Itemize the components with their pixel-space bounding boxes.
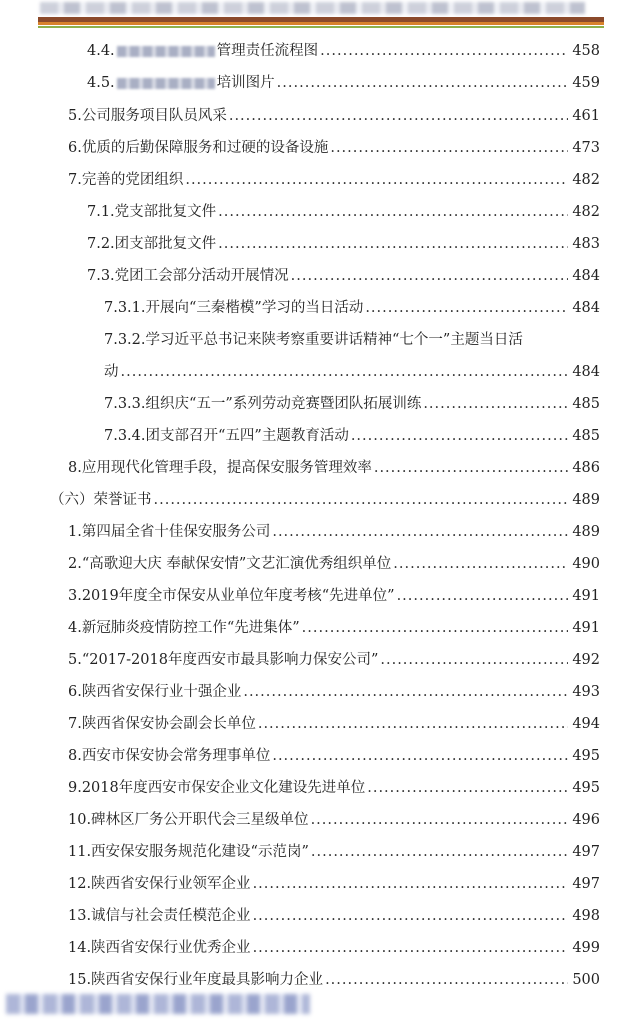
redacted-text: [117, 78, 215, 89]
toc-entry-title: 11.西安保安服务规范化建设“示范岗”: [68, 844, 309, 860]
toc-entry-title: 13.诚信与社会责任模范企业: [68, 908, 251, 924]
header-rule-orange: [38, 22, 604, 25]
toc-leader-dots: [311, 842, 568, 862]
toc-entry[interactable]: [87, 41, 600, 61]
toc-entry[interactable]: [68, 618, 600, 638]
toc-entry-title: 5.公司服务项目队员风采: [68, 108, 227, 124]
toc-page-number: 496: [572, 812, 600, 828]
toc-page-number: 484: [572, 268, 600, 284]
toc-page-number: 483: [572, 236, 600, 252]
toc-leader-dots: [277, 73, 568, 93]
toc-entry-title: 7.1.党支部批复文件: [87, 204, 217, 220]
toc-entry[interactable]: [68, 522, 600, 542]
toc-entry-title: 10.碑林区厂务公开职代会三星级单位: [68, 812, 309, 828]
toc-entry-title: 7.陕西省保安协会副会长单位: [68, 716, 256, 732]
toc-entry-title: 7.2.团支部批复文件: [87, 236, 217, 252]
toc-leader-dots: [218, 234, 568, 254]
toc-page-number: 486: [572, 460, 600, 476]
toc-page-number: 490: [572, 556, 600, 572]
toc-entry[interactable]: [68, 138, 600, 158]
toc-entry[interactable]: [68, 906, 600, 926]
toc-leader-dots: [243, 682, 568, 702]
toc-entry-title: 培训图片: [216, 75, 275, 91]
toc-entry-title: 2.“高歌迎大庆 奉献保安情”文艺汇演优秀组织单位: [68, 556, 392, 572]
toc-page-number: 484: [572, 364, 600, 380]
toc-entry-title: 7.完善的党团组织: [68, 172, 184, 188]
toc-entry-title: 9.2018年度西安市保安企业文化建设先进单位: [68, 780, 366, 796]
toc-entry-title: 7.3.3.组织庆“五一”系列劳动竞赛暨团队拓展训练: [104, 396, 422, 412]
toc-page-number: 489: [572, 524, 600, 540]
toc-entry-title: 6.陕西省安保行业十强企业: [68, 684, 242, 700]
toc-entry[interactable]: [104, 394, 600, 414]
toc-leader-dots: [320, 41, 568, 61]
toc-entry-title-line1[interactable]: 7.3.2.学习近平总书记来陕考察重要讲话精神“七个一”主题当日活: [104, 332, 523, 348]
header-redacted-title: [40, 2, 585, 14]
toc-page-number: 484: [572, 300, 600, 316]
toc-leader-dots: [253, 874, 568, 894]
toc-leader-dots: [325, 970, 568, 990]
toc-leader-dots: [393, 554, 568, 574]
toc-leader-dots: [272, 746, 568, 766]
toc-entry-number: 4.4.: [87, 43, 115, 59]
toc-page-number: 461: [572, 108, 600, 124]
toc-leader-dots: [367, 778, 568, 798]
toc-page-number: 485: [572, 396, 600, 412]
toc-page-number: 459: [572, 75, 600, 91]
toc-entry[interactable]: [68, 938, 600, 958]
toc-leader-dots: [229, 106, 568, 126]
toc-entry[interactable]: [68, 458, 600, 478]
toc-entry-title: 管理责任流程图: [216, 43, 319, 59]
toc-entry[interactable]: [87, 202, 600, 222]
toc-leader-dots: [302, 618, 568, 638]
toc-page-number: 491: [572, 588, 600, 604]
toc-entry-title: 5.“2017-2018年度西安市最具影响力保安公司”: [68, 652, 379, 668]
toc-leader-dots: [253, 938, 568, 958]
toc-page-number: 491: [572, 620, 600, 636]
toc-entry-title: 7.3.4.团支部召开“五四”主题教育活动: [104, 428, 349, 444]
toc-entry[interactable]: [68, 842, 600, 862]
toc-page-number: 495: [572, 780, 600, 796]
toc-leader-dots: [272, 522, 568, 542]
toc-entry[interactable]: [68, 106, 600, 126]
toc-leader-dots: [185, 170, 568, 190]
toc-entry-title: 8.西安市保安协会常务理事单位: [68, 748, 271, 764]
toc-entry-title: 14.陕西省安保行业优秀企业: [68, 940, 251, 956]
toc-section-title: （六）荣誉证书: [50, 492, 152, 508]
toc-entry-title: 1.第四届全省十佳保安服务公司: [68, 524, 271, 540]
toc-entry[interactable]: [68, 874, 600, 894]
toc-entry[interactable]: [87, 73, 600, 93]
toc-page-number: 495: [572, 748, 600, 764]
toc-entry-title: 3.2019年度全市保安从业单位年度考核“先进单位”: [68, 588, 395, 604]
toc-entry[interactable]: [104, 298, 600, 318]
toc-entry[interactable]: [68, 586, 600, 606]
toc-entry[interactable]: [68, 714, 600, 734]
toc-leader-dots: [380, 650, 568, 670]
toc-page-number: 492: [572, 652, 600, 668]
toc-page-number: 458: [572, 43, 600, 59]
toc-page-number: 494: [572, 716, 600, 732]
toc-page-number: 493: [572, 684, 600, 700]
toc-leader-dots: [311, 810, 568, 830]
toc-entry-title: 12.陕西省安保行业领军企业: [68, 876, 251, 892]
toc-leader-dots: [423, 394, 568, 414]
toc-entry[interactable]: [87, 234, 600, 254]
toc-entry[interactable]: [68, 810, 600, 830]
toc-entry[interactable]: [68, 554, 600, 574]
toc-entry[interactable]: [50, 490, 600, 510]
toc-entry[interactable]: [68, 170, 600, 190]
toc-leader-dots: [291, 266, 568, 286]
toc-page-number: 499: [572, 940, 600, 956]
toc-page-number: 482: [572, 204, 600, 220]
toc-entry-title: 15.陕西省安保行业年度最具影响力企业: [68, 972, 324, 988]
toc-leader-dots: [374, 458, 568, 478]
toc-leader-dots: [397, 586, 568, 606]
toc-entry[interactable]: [68, 970, 600, 990]
toc-page-number: 485: [572, 428, 600, 444]
toc-leader-dots: [330, 138, 568, 158]
toc-entry[interactable]: [68, 682, 600, 702]
toc-entry-title: 4.新冠肺炎疫情防控工作“先进集体”: [68, 620, 300, 636]
toc-entry[interactable]: [68, 778, 600, 798]
toc-entry[interactable]: [104, 362, 600, 382]
toc-page-number: 498: [572, 908, 600, 924]
toc-leader-dots: [258, 714, 568, 734]
toc-leader-dots: [154, 490, 569, 510]
toc-page-number: 497: [572, 876, 600, 892]
toc-page-number: 500: [572, 972, 600, 988]
toc-entry[interactable]: [68, 746, 600, 766]
toc-entry-title: 6.优质的后勤保障服务和过硬的设备设施: [68, 140, 329, 156]
toc-entry-title: 7.3.党团工会部分活动开展情况: [87, 268, 289, 284]
footer-redacted-company: [6, 994, 310, 1014]
toc-leader-dots: [351, 426, 568, 446]
toc-leader-dots: [218, 202, 568, 222]
toc-entry-title: 8.应用现代化管理手段，提高保安服务管理效率: [68, 460, 372, 476]
toc-page-number: 482: [572, 172, 600, 188]
header-rule-green: [38, 26, 604, 28]
toc-entry[interactable]: [87, 266, 600, 286]
toc-entry[interactable]: [68, 650, 600, 670]
toc-page-number: 497: [572, 844, 600, 860]
toc-page-number: 489: [572, 492, 600, 508]
toc-leader-dots: [253, 906, 568, 926]
toc-page-number: 473: [572, 140, 600, 156]
redacted-text: [117, 46, 215, 57]
toc-entry-title: 7.3.1.开展向“三秦楷模”学习的当日活动: [104, 300, 364, 316]
toc-entry-title-line2: 动: [104, 364, 119, 380]
toc-leader-dots: [365, 298, 568, 318]
toc-leader-dots: [121, 362, 569, 382]
toc-entry-number: 4.5.: [87, 75, 115, 91]
toc-entry[interactable]: [104, 426, 600, 446]
